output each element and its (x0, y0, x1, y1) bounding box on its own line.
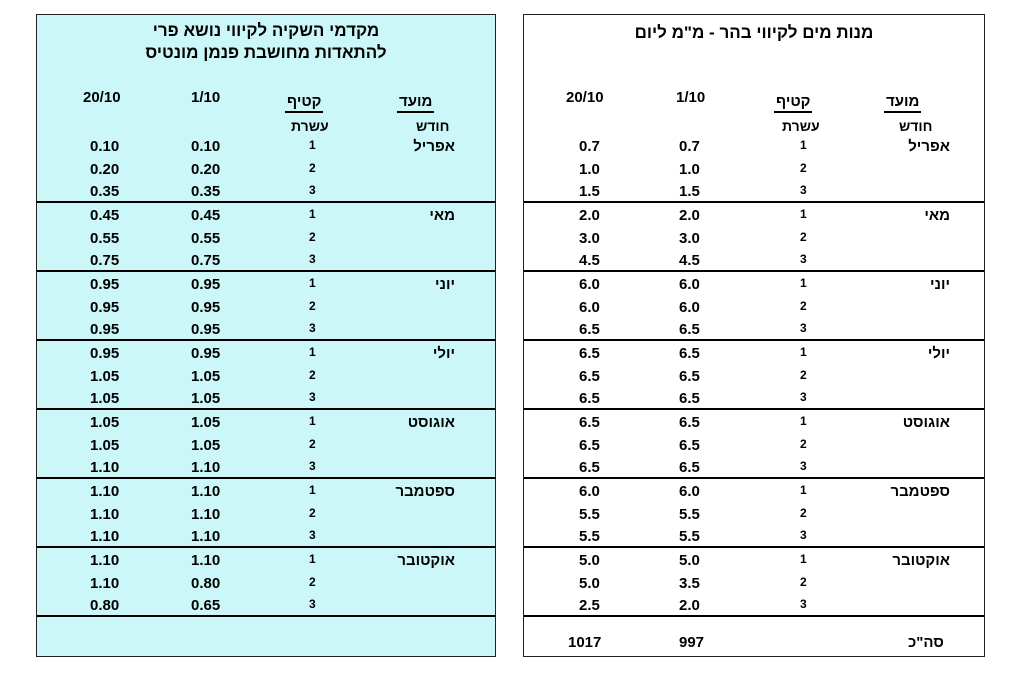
month-name: יולי (927, 345, 950, 362)
decade-number: 3 (309, 528, 316, 542)
value-harvest-20-10: 1.10 (90, 505, 120, 523)
decade-number: 2 (800, 436, 807, 451)
value-harvest-1-10: 1.10 (191, 528, 221, 545)
value-harvest-20-10: 0.45 (90, 207, 120, 224)
decade-number: 2 (309, 505, 316, 520)
value-harvest-1-10: 0.45 (191, 207, 221, 224)
panel-title: מנות מים לקיווי בהר - מ"מ ליום (634, 23, 874, 42)
value-harvest-1-10: 1.10 (191, 459, 221, 476)
decade-number: 3 (800, 183, 807, 197)
month-name: אוגוסט (407, 414, 455, 431)
value-harvest-1-10: 6.5 (679, 367, 700, 385)
value-harvest-20-10: 1.05 (90, 390, 120, 407)
month-divider (37, 408, 495, 410)
subheader-month: חודש (416, 118, 450, 134)
value-harvest-1-10: 0.65 (191, 597, 221, 614)
value-harvest-20-10: 6.0 (579, 483, 600, 500)
value-harvest-1-10: 0.20 (191, 160, 221, 178)
value-harvest-20-10: 3.0 (579, 229, 600, 247)
decade-number: 3 (309, 459, 316, 473)
header-timing: מועד (884, 93, 921, 113)
value-harvest-1-10: 6.0 (679, 483, 700, 500)
decade-number: 2 (800, 505, 807, 520)
decade-number: 1 (800, 483, 807, 497)
header-harvest-1-10: 1/10 (676, 89, 706, 106)
value-harvest-20-10: 1.05 (90, 367, 120, 385)
total-harvest-1-10: 997 (679, 634, 705, 651)
month-name: מאי (429, 207, 455, 224)
value-harvest-1-10: 1.05 (191, 390, 221, 407)
value-harvest-20-10: 6.5 (579, 459, 600, 476)
decade-number: 3 (800, 252, 807, 266)
month-divider (524, 546, 984, 548)
value-harvest-20-10: 5.5 (579, 528, 600, 545)
value-harvest-1-10: 0.35 (191, 183, 221, 200)
decade-number: 1 (800, 552, 807, 566)
month-divider (37, 339, 495, 341)
value-harvest-20-10: 0.7 (579, 138, 600, 155)
decade-number: 1 (800, 414, 807, 428)
decade-number: 2 (800, 160, 807, 175)
decade-number: 2 (800, 367, 807, 382)
value-harvest-1-10: 6.5 (679, 459, 700, 476)
value-harvest-1-10: 3.5 (679, 574, 700, 592)
value-harvest-20-10: 6.5 (579, 367, 600, 385)
decade-number: 1 (309, 414, 316, 428)
month-name: ספטמבר (890, 483, 950, 500)
header-harvest-1-10: 1/10 (191, 89, 221, 106)
value-harvest-1-10: 0.75 (191, 252, 221, 269)
value-harvest-20-10: 6.0 (579, 298, 600, 316)
month-divider (524, 408, 984, 410)
month-divider (524, 201, 984, 203)
value-harvest-1-10: 6.5 (679, 414, 700, 431)
value-harvest-1-10: 6.5 (679, 321, 700, 338)
month-divider (37, 477, 495, 479)
value-harvest-1-10: 6.5 (679, 390, 700, 407)
value-harvest-20-10: 1.10 (90, 459, 120, 476)
value-harvest-1-10: 1.10 (191, 483, 221, 500)
decade-number: 3 (800, 321, 807, 335)
value-harvest-20-10: 0.20 (90, 160, 120, 178)
value-harvest-1-10: 6.0 (679, 298, 700, 316)
decade-number: 2 (800, 298, 807, 313)
value-harvest-1-10: 6.0 (679, 276, 700, 293)
value-harvest-20-10: 4.5 (579, 252, 600, 269)
value-harvest-20-10: 1.10 (90, 574, 120, 592)
value-harvest-20-10: 1.10 (90, 528, 120, 545)
table-bottom-divider (524, 615, 984, 617)
decade-number: 2 (800, 574, 807, 589)
decade-number: 1 (309, 276, 316, 290)
header-harvest: קטיף (285, 93, 323, 113)
month-name: ספטמבר (395, 483, 455, 500)
value-harvest-1-10: 5.5 (679, 528, 700, 545)
value-harvest-20-10: 0.95 (90, 276, 120, 293)
header-harvest-20-10: 20/10 (83, 89, 121, 106)
value-harvest-1-10: 1.5 (679, 183, 700, 200)
value-harvest-20-10: 2.5 (579, 597, 600, 614)
month-divider (524, 270, 984, 272)
value-harvest-20-10: 0.35 (90, 183, 120, 200)
subheader-decade: עשרת (782, 118, 820, 134)
value-harvest-1-10: 0.95 (191, 345, 221, 362)
value-harvest-20-10: 6.5 (579, 436, 600, 454)
water-allocation-panel (523, 14, 985, 657)
value-harvest-1-10: 3.0 (679, 229, 700, 247)
month-divider (37, 546, 495, 548)
decade-number: 2 (800, 229, 807, 244)
month-divider (524, 339, 984, 341)
decade-number: 3 (800, 597, 807, 611)
month-name: אפריל (908, 138, 950, 155)
value-harvest-1-10: 0.95 (191, 321, 221, 338)
month-divider (524, 477, 984, 479)
header-timing: מועד (397, 93, 434, 113)
decade-number: 1 (800, 138, 807, 152)
panel-title-line-1: מקדמי השקיה לקיווי נושא פרי (152, 21, 380, 40)
value-harvest-1-10: 1.05 (191, 436, 221, 454)
value-harvest-20-10: 6.5 (579, 321, 600, 338)
table-bottom-divider (37, 615, 495, 617)
value-harvest-1-10: 5.5 (679, 505, 700, 523)
value-harvest-1-10: 6.5 (679, 436, 700, 454)
decade-number: 1 (800, 207, 807, 221)
decade-number: 1 (309, 207, 316, 221)
decade-number: 3 (309, 597, 316, 611)
subheader-month: חודש (899, 118, 933, 134)
decade-number: 3 (309, 183, 316, 197)
decade-number: 3 (309, 321, 316, 335)
value-harvest-1-10: 6.5 (679, 345, 700, 362)
decade-number: 1 (800, 345, 807, 359)
decade-number: 2 (309, 436, 316, 451)
decade-number: 1 (309, 483, 316, 497)
month-name: מאי (924, 207, 950, 224)
value-harvest-1-10: 1.05 (191, 414, 221, 431)
month-divider (37, 201, 495, 203)
decade-number: 3 (309, 390, 316, 404)
decade-number: 1 (309, 138, 316, 152)
value-harvest-20-10: 5.0 (579, 552, 600, 569)
decade-number: 2 (309, 298, 316, 313)
value-harvest-1-10: 0.95 (191, 298, 221, 316)
decade-number: 2 (309, 229, 316, 244)
header-harvest-20-10: 20/10 (566, 89, 604, 106)
value-harvest-1-10: 0.95 (191, 276, 221, 293)
value-harvest-1-10: 1.10 (191, 552, 221, 569)
value-harvest-1-10: 0.10 (191, 138, 221, 155)
decade-number: 3 (800, 390, 807, 404)
value-harvest-20-10: 1.10 (90, 483, 120, 500)
value-harvest-20-10: 0.95 (90, 321, 120, 338)
decade-number: 3 (800, 459, 807, 473)
value-harvest-20-10: 0.10 (90, 138, 120, 155)
decade-number: 3 (800, 528, 807, 542)
panel-title-line-2: להתאדות מחושבת פנמן מונטיס (145, 43, 387, 62)
value-harvest-20-10: 1.05 (90, 436, 120, 454)
value-harvest-20-10: 0.80 (90, 597, 120, 614)
value-harvest-20-10: 1.05 (90, 414, 120, 431)
value-harvest-20-10: 1.5 (579, 183, 600, 200)
decade-number: 3 (309, 252, 316, 266)
month-name: יוני (929, 276, 950, 293)
value-harvest-1-10: 2.0 (679, 207, 700, 224)
value-harvest-1-10: 4.5 (679, 252, 700, 269)
value-harvest-20-10: 1.0 (579, 160, 600, 178)
value-harvest-1-10: 1.05 (191, 367, 221, 385)
decade-number: 2 (309, 574, 316, 589)
value-harvest-20-10: 6.5 (579, 390, 600, 407)
month-name: אוקטובר (892, 552, 950, 569)
value-harvest-20-10: 5.0 (579, 574, 600, 592)
decade-number: 2 (309, 367, 316, 382)
value-harvest-1-10: 1.10 (191, 505, 221, 523)
value-harvest-1-10: 0.7 (679, 138, 700, 155)
month-name: יולי (432, 345, 455, 362)
value-harvest-20-10: 5.5 (579, 505, 600, 523)
month-divider (37, 270, 495, 272)
total-harvest-20-10: 1017 (568, 634, 602, 651)
value-harvest-20-10: 0.95 (90, 298, 120, 316)
value-harvest-20-10: 1.10 (90, 552, 120, 569)
value-harvest-1-10: 5.0 (679, 552, 700, 569)
decade-number: 2 (309, 160, 316, 175)
decade-number: 1 (309, 552, 316, 566)
subheader-decade: עשרת (291, 118, 329, 134)
value-harvest-20-10: 0.75 (90, 252, 120, 269)
month-name: אוגוסט (902, 414, 950, 431)
total-label: סה"כ (908, 634, 944, 651)
value-harvest-1-10: 1.0 (679, 160, 700, 178)
value-harvest-1-10: 2.0 (679, 597, 700, 614)
value-harvest-20-10: 2.0 (579, 207, 600, 224)
value-harvest-20-10: 0.95 (90, 345, 120, 362)
month-name: אוקטובר (397, 552, 455, 569)
irrigation-coefficients-panel (36, 14, 496, 657)
value-harvest-1-10: 0.80 (191, 574, 221, 592)
decade-number: 1 (309, 345, 316, 359)
decade-number: 1 (800, 276, 807, 290)
value-harvest-20-10: 6.5 (579, 345, 600, 362)
month-name: אפריל (413, 138, 455, 155)
value-harvest-20-10: 0.55 (90, 229, 120, 247)
value-harvest-1-10: 0.55 (191, 229, 221, 247)
value-harvest-20-10: 6.0 (579, 276, 600, 293)
month-name: יוני (434, 276, 455, 293)
value-harvest-20-10: 6.5 (579, 414, 600, 431)
header-harvest: קטיף (774, 93, 812, 113)
